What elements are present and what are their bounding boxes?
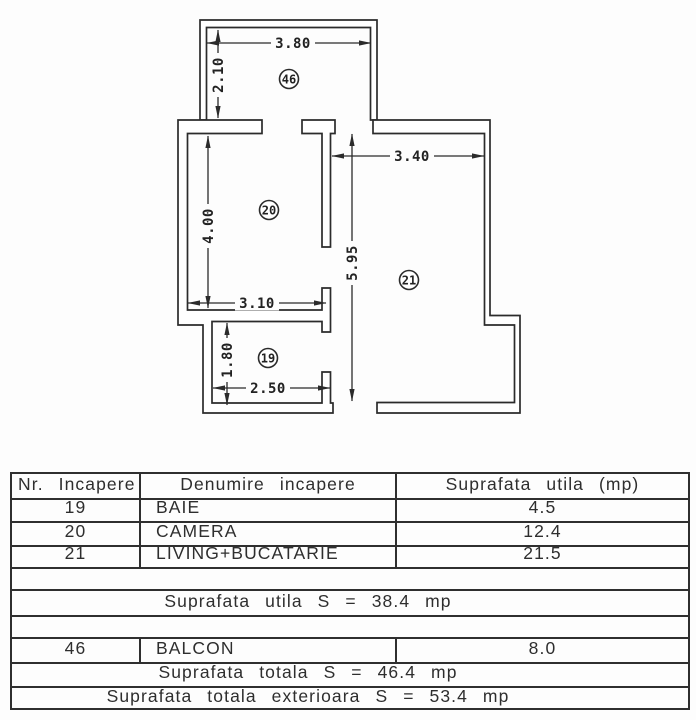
room-nr: 19: [64, 497, 87, 517]
room-area: 21.5: [395, 547, 688, 567]
dim-balcony-depth-label: 2.10: [211, 57, 227, 93]
summary-exterioara-text: Suprafata totala exterioara S = 53.4 mp: [106, 686, 510, 706]
room-nr: 21: [64, 543, 87, 563]
room-labels: [259, 70, 419, 368]
room-area: 4.5: [395, 500, 688, 521]
header-suprafata-utila: Suprafata utila (mp): [395, 474, 688, 498]
room-circle-20: [260, 201, 279, 220]
dim-baie-depth-label: 1.80: [220, 342, 236, 378]
room-name: BALCON: [139, 639, 395, 662]
dim-living-width-label: 3.40: [394, 149, 430, 165]
room-nr: 20: [64, 521, 87, 541]
summary-totala-row: [12, 664, 688, 688]
left-wall-complex: [178, 120, 333, 413]
dim-living-depth-label: 5.95: [345, 245, 361, 281]
table-row: [12, 497, 688, 523]
dim-camera-width-label: 3.10: [239, 296, 275, 312]
room-name: BAIE: [139, 500, 395, 521]
room-19-number: 19: [260, 351, 276, 366]
room-circle-21: [400, 271, 419, 290]
room-21-number: 21: [401, 273, 417, 288]
dim-baie-depth: [219, 323, 236, 405]
summary-utila-row: [12, 591, 688, 617]
summary-totala-text: Suprafata totala S = 46.4 mp: [158, 662, 458, 682]
room-nr: 46: [64, 638, 87, 658]
room-20-number: 20: [261, 203, 277, 218]
dim-baie-width: [213, 381, 330, 398]
room-name: LIVING+BUCATARIE: [139, 547, 395, 567]
table-row-balcon: [12, 639, 688, 664]
dim-living-width: [332, 149, 484, 166]
room-area: 12.4: [395, 523, 688, 545]
room-circle-46: [280, 70, 299, 89]
room-circle-19: [259, 349, 278, 368]
spacer-row: [12, 569, 688, 591]
dim-living-depth: [344, 134, 361, 401]
partition-wall-20-21: [302, 120, 335, 247]
room-area: 8.0: [395, 639, 688, 662]
header-denumire-incapere: Denumire incapere: [139, 474, 395, 498]
areas-table: [10, 472, 690, 710]
summary-utila-text: Suprafata utila S = 38.4 mp: [164, 591, 452, 611]
table-row: [12, 523, 688, 547]
dim-balcony-width-label: 3.80: [275, 36, 311, 52]
room-name: CAMERA: [139, 523, 395, 545]
table-row: [12, 543, 688, 569]
room-46-number: 46: [281, 72, 297, 87]
header-nr-incapere: Nr. Incapere: [18, 474, 136, 494]
spacer-row: [12, 617, 688, 639]
summary-exterioara-row: [12, 688, 688, 710]
table-header-row: [12, 474, 688, 500]
dim-balcony-width: [207, 36, 371, 53]
dim-camera-depth-label: 4.00: [201, 208, 217, 244]
dimensions: [188, 30, 484, 405]
dim-baie-width-label: 2.50: [250, 381, 286, 397]
dim-camera-depth: [200, 136, 217, 308]
